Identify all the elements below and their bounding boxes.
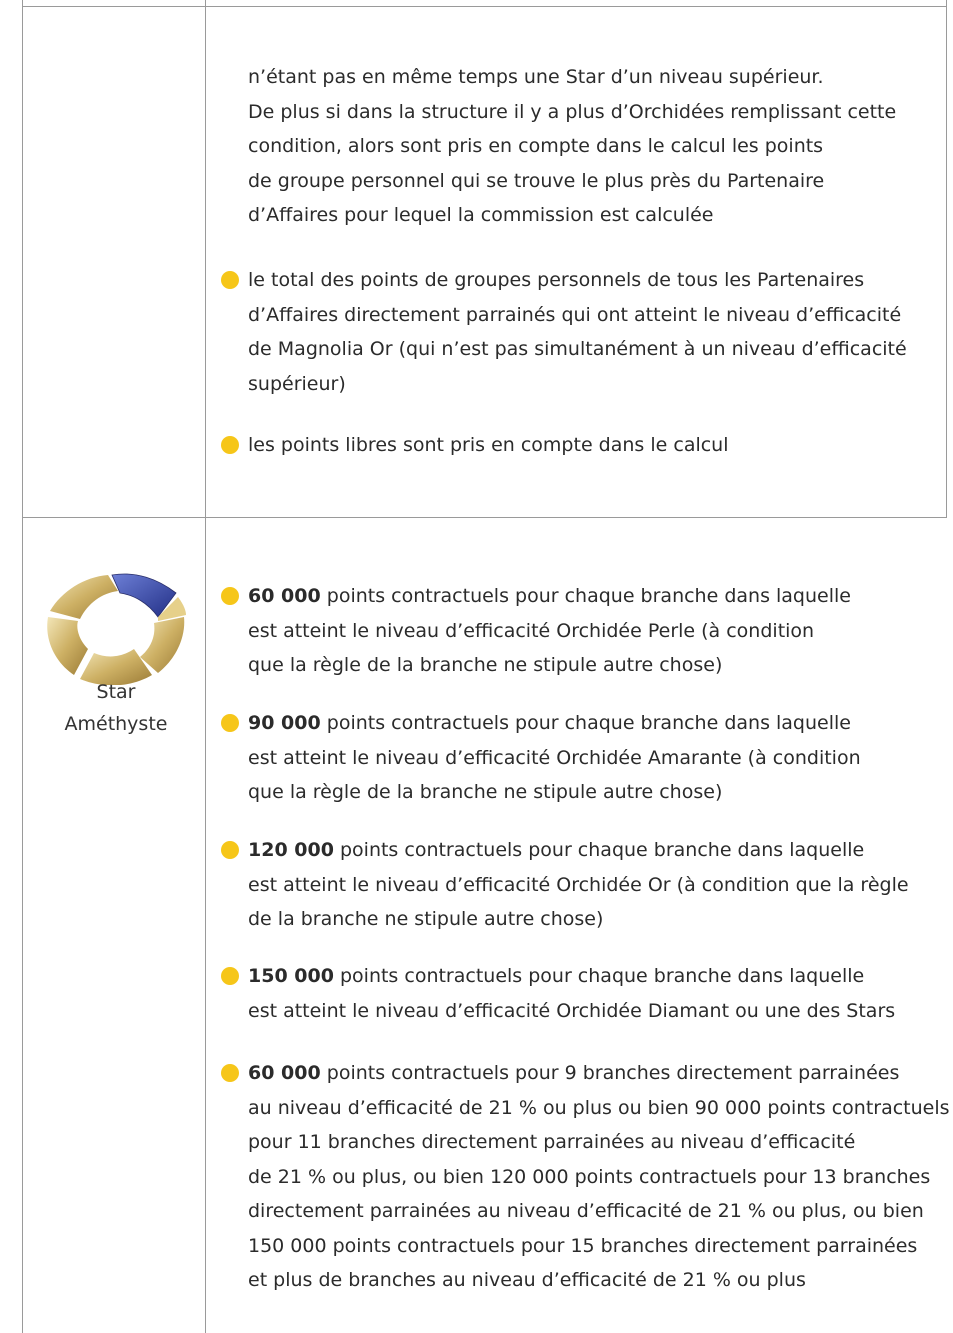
table-left-border bbox=[22, 0, 23, 1333]
bullet-group-points-text: le total des points de groupes personnels de tous les Partenaires d’Affaires directement parrainés qui ont atteint le niveau d’efficacité de Magnolia Or (qui n’est pas simultanément à un niveau d’efficacité supérieur) bbox=[248, 269, 907, 395]
bullet-icon bbox=[221, 436, 239, 454]
bullet-icon bbox=[221, 841, 239, 859]
bullet-60000-text: 60 000 points contractuels pour chaque branche dans laquelle est atteint le niveau d’efficacité Orchidée Perle (à condition que la règle de la branche ne stipule autre chose) bbox=[248, 585, 851, 676]
bullet-120000-text: 120 000 points contractuels pour chaque branche dans laquelle est atteint le niveau d’efficacité Orchidée Or (à condition que la règle de la branche ne stipule autre chose) bbox=[248, 839, 909, 930]
table-right-border bbox=[946, 0, 947, 518]
star-amethyst-logo-icon bbox=[44, 567, 192, 685]
star-level-name: Star Améthyste bbox=[64, 681, 168, 735]
bullet-150000-text: 150 000 points contractuels pour chaque branche dans laquelle est atteint le niveau d’efficacité Orchidée Diamant ou une des Stars bbox=[248, 965, 896, 1022]
row-divider bbox=[22, 517, 947, 518]
bullet-90000-text: 90 000 points contractuels pour chaque branche dans laquelle est atteint le niveau d’efficacité Orchidée Amarante (à condition que la règle de la branche ne stipule autre chose) bbox=[248, 712, 861, 803]
bullet-branches-text: 60 000 points contractuels pour 9 branches directement parrainées au niveau d’efficacité de 21 % ou plus ou bien 90 000 points contractuels pour 11 branches directement parrainées au niveau d’efficacité de 21 % ou plus, ou bien 120 000 points contractuels pour 13 branches directement parrainées au niveau d’efficacité de 21 % ou plus, ou bien 150 000 points contractuels pour 15 branches directement parrainées et plus de branches au niveau d’efficacité de 21 % ou plus bbox=[248, 1062, 950, 1291]
column-divider bbox=[205, 0, 206, 1333]
bullet-icon bbox=[221, 967, 239, 985]
bullet-icon bbox=[221, 1064, 239, 1082]
continuation-paragraph: n’étant pas en même temps une Star d’un niveau supérieur. De plus si dans la structure il y a plus d’Orchidées remplissant cette condition, alors sont pris en compte dans le calcul les points de groupe personnel qui se trouve le plus près du Partenaire d’Affaires pour lequel la commission est calculée bbox=[248, 66, 897, 226]
bullet-free-points-text: les points libres sont pris en compte dans le calcul bbox=[248, 434, 729, 456]
bullet-icon bbox=[221, 271, 239, 289]
bullet-icon bbox=[221, 714, 239, 732]
bullet-icon bbox=[221, 587, 239, 605]
table-top-border bbox=[22, 6, 947, 7]
